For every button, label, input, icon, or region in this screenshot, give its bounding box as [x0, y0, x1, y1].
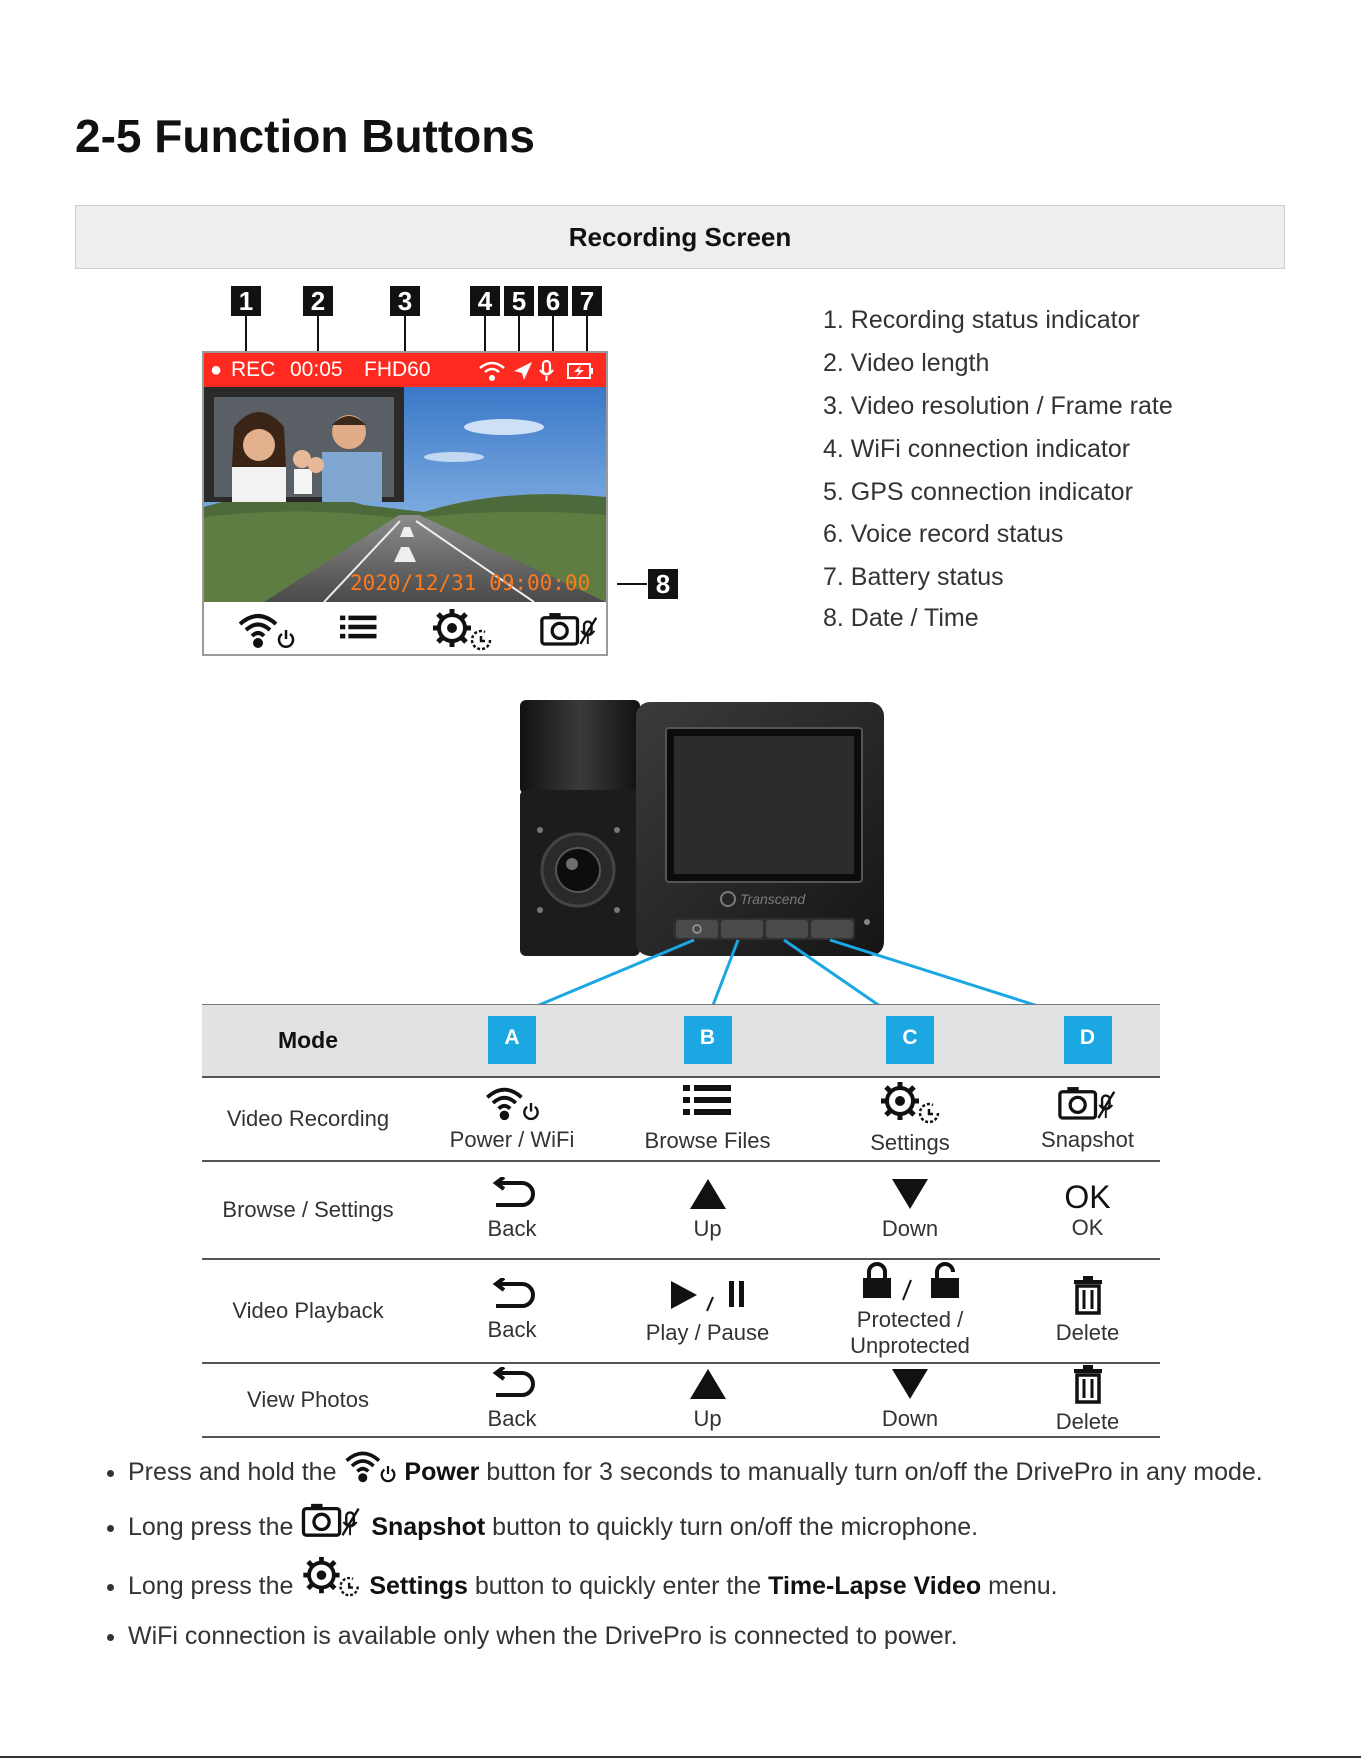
note-bold: Snapshot — [371, 1513, 486, 1541]
play-pause-icon — [663, 1275, 753, 1315]
legend-item: 1. Recording status indicator — [823, 306, 1140, 334]
down-triangle-icon — [890, 1177, 930, 1211]
legend-item: 3. Video resolution / Frame rate — [823, 392, 1173, 420]
trash-icon — [1070, 1275, 1106, 1315]
function-label: Up — [693, 1406, 722, 1431]
button-letter-c: C — [886, 1016, 934, 1064]
settings-timer-icon — [430, 608, 494, 652]
list-icon — [683, 1083, 733, 1117]
camera-mic-icon — [540, 610, 600, 648]
note-text: Long press the — [128, 1513, 294, 1541]
note-bold: Settings — [369, 1572, 468, 1600]
callout-8: 8 — [648, 569, 678, 599]
callout-4: 4 — [470, 286, 500, 316]
down-triangle-icon — [890, 1367, 930, 1401]
camera-preview — [204, 387, 606, 602]
date-time-stamp: 2020/12/31 09:00:00 — [350, 571, 591, 595]
legend-item: 8. Date / Time — [823, 604, 979, 632]
table-row — [202, 1259, 1160, 1363]
callout-1: 1 — [231, 286, 261, 316]
function-table — [202, 1004, 1160, 1438]
back-arrow-icon — [488, 1177, 536, 1211]
function-label: Down — [881, 1216, 939, 1241]
function-label: Delete — [1055, 1320, 1120, 1345]
notes-list — [100, 1448, 1288, 1665]
note-text: Press and hold the — [128, 1458, 337, 1486]
callout-5: 5 — [504, 286, 534, 316]
svg-text:Transcend: Transcend — [740, 891, 806, 907]
note-text: button to quickly enter the — [474, 1572, 762, 1600]
callout-line — [552, 316, 554, 351]
status-icons — [478, 359, 596, 383]
function-label: Back — [487, 1216, 537, 1241]
section-title: Recording Screen — [568, 222, 792, 252]
function-label: Back — [487, 1406, 537, 1431]
note-bold: Time-Lapse Video — [768, 1572, 982, 1600]
up-triangle-icon — [688, 1177, 728, 1211]
section-header — [75, 205, 1285, 269]
back-arrow-icon — [488, 1278, 536, 1312]
callout-line — [245, 316, 247, 351]
function-label: Up — [693, 1216, 722, 1241]
callout-line — [518, 316, 520, 351]
up-triangle-icon — [688, 1367, 728, 1401]
note-text: button for 3 seconds to manually turn on/off the DrivePro in any mode. — [486, 1458, 1263, 1486]
function-label: Browse Files — [644, 1128, 771, 1153]
list-item — [128, 1501, 1288, 1548]
legend-item: 7. Battery status — [823, 563, 1004, 591]
mode-header: Mode — [277, 1026, 339, 1053]
function-label: Power / WiFi — [449, 1127, 575, 1152]
function-label: OK — [1071, 1214, 1104, 1240]
screen-button-icons — [204, 604, 606, 654]
trash-icon — [1070, 1364, 1106, 1404]
callout-line — [484, 316, 486, 351]
recording-screen — [202, 351, 608, 656]
function-label: Delete — [1055, 1409, 1120, 1434]
settings-timer-icon — [300, 1556, 362, 1598]
page-footer-rule — [0, 1756, 1361, 1758]
callout-7: 7 — [572, 286, 602, 316]
video-length: 00:05 — [290, 358, 343, 381]
mode-name: View Photos — [247, 1386, 369, 1412]
page-title: 2-5 Function Buttons — [75, 110, 535, 162]
list-item — [128, 1556, 1288, 1607]
rec-dot-icon: ● — [210, 359, 223, 381]
function-label: Play / Pause — [645, 1320, 770, 1345]
function-label: Snapshot — [1041, 1127, 1134, 1152]
wifi-power-icon — [483, 1084, 541, 1122]
road-photo — [204, 387, 606, 602]
camera-mic-icon — [1058, 1084, 1118, 1122]
table-row — [202, 1077, 1160, 1161]
function-label: Protected / Unprotected — [850, 1307, 970, 1358]
camera-mic-icon — [300, 1501, 364, 1539]
legend-item: 6. Voice record status — [823, 520, 1064, 548]
status-bar — [204, 353, 606, 387]
note-text: button to quickly turn on/off the microphone. — [492, 1513, 979, 1541]
callout-line — [317, 316, 319, 351]
callout-line — [586, 316, 588, 351]
note-text: menu. — [988, 1572, 1058, 1600]
note-text: Long press the — [128, 1572, 294, 1600]
callout-3: 3 — [390, 286, 420, 316]
wifi-power-icon — [236, 610, 296, 650]
function-label: Settings — [870, 1130, 950, 1155]
callout-6: 6 — [538, 286, 568, 316]
button-letter-b: B — [684, 1016, 732, 1064]
back-arrow-icon — [488, 1367, 536, 1401]
callout-line — [617, 583, 647, 585]
table-row — [202, 1363, 1160, 1437]
legend-item: 2. Video length — [823, 349, 990, 377]
button-letter-a: A — [488, 1016, 536, 1064]
mode-name: Browse / Settings — [222, 1196, 394, 1222]
wifi-power-icon — [343, 1448, 397, 1484]
note-text: WiFi connection is available only when the DrivePro is connected to power. — [128, 1622, 958, 1650]
legend-item: 5. GPS connection indicator — [823, 478, 1133, 506]
ok-icon: OK — [1064, 1178, 1111, 1215]
list-item — [128, 1448, 1288, 1493]
legend-item: 4. WiFi connection indicator — [823, 435, 1131, 463]
button-letter-d: D — [1064, 1016, 1112, 1064]
dashcam-illustration — [0, 690, 1361, 1020]
list-icon — [340, 614, 378, 640]
settings-timer-icon — [878, 1081, 942, 1125]
list-item — [128, 1615, 1288, 1657]
table-row — [202, 1161, 1160, 1259]
callout-2: 2 — [303, 286, 333, 316]
table-header-row — [202, 1005, 1160, 1077]
mode-name: Video Playback — [232, 1297, 384, 1323]
function-label: Back — [487, 1317, 537, 1342]
mode-name: Video Recording — [226, 1105, 390, 1131]
lock-unlock-icon — [855, 1262, 965, 1302]
note-bold: Power — [404, 1458, 480, 1486]
resolution: FHD60 — [364, 358, 431, 381]
callout-line — [404, 316, 406, 351]
function-label: Down — [881, 1406, 939, 1431]
rec-label: REC — [231, 358, 276, 381]
